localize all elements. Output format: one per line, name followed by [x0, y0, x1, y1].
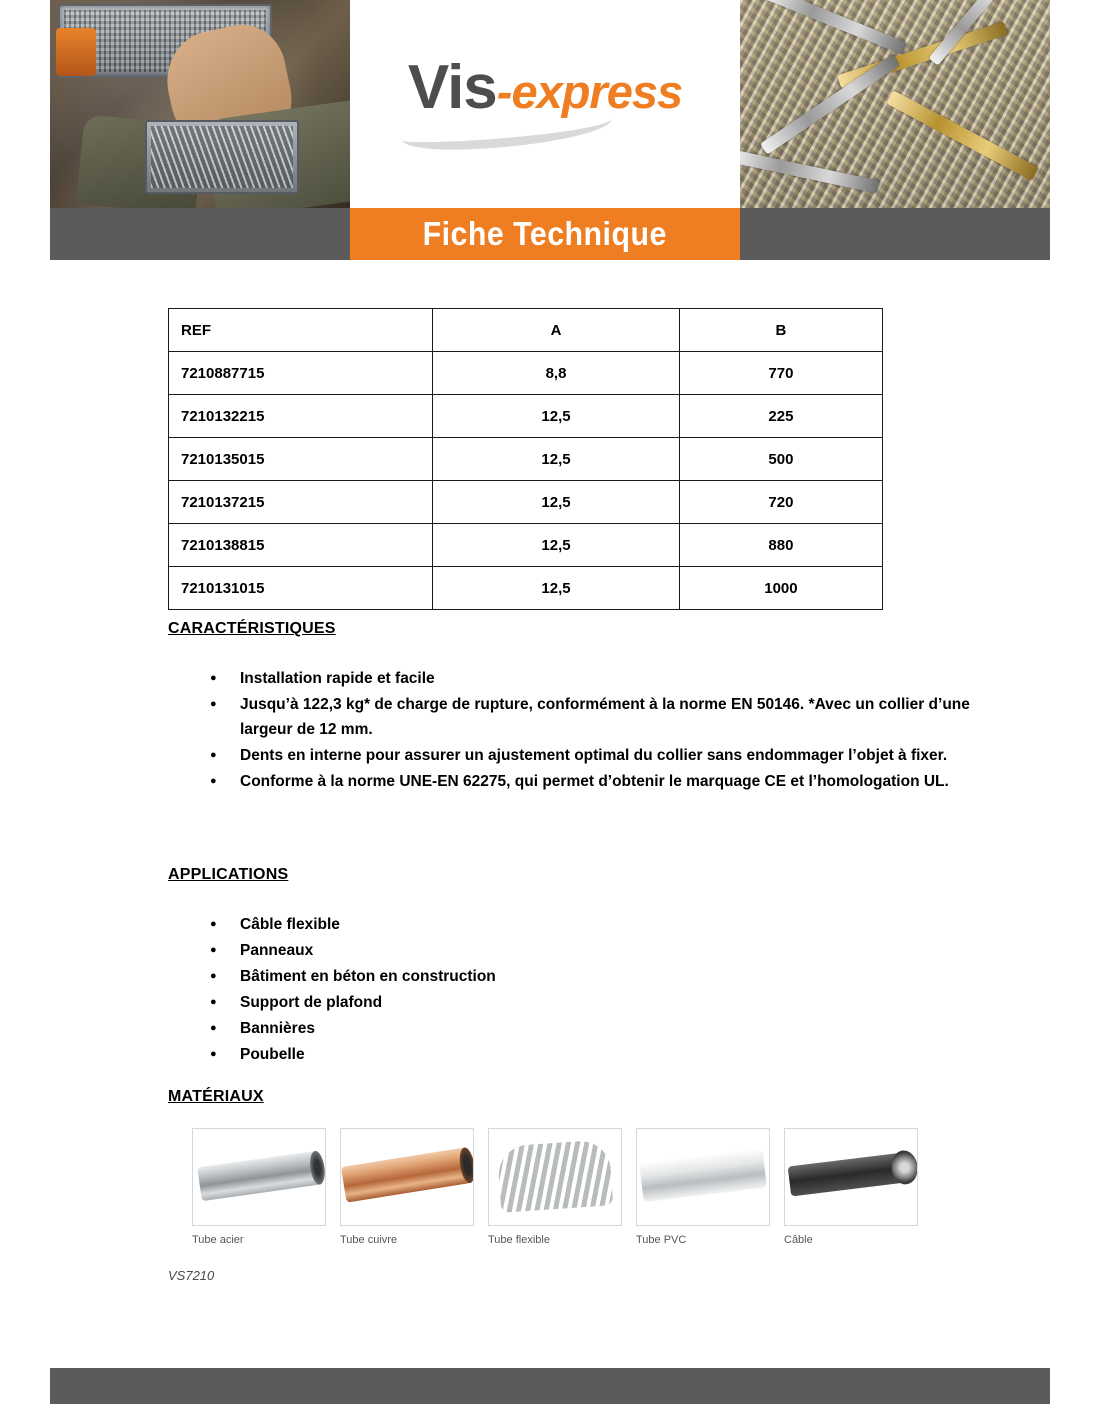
- document-code: VS7210: [168, 1268, 215, 1283]
- list-item: ● Bannières: [198, 1016, 998, 1041]
- title-bar-center: [350, 208, 740, 260]
- material-item-cable: [784, 1128, 916, 1246]
- specifications-table: [168, 308, 883, 610]
- section-title-materiaux: MATÉRIAUX: [168, 1088, 264, 1105]
- screw-icon: [740, 150, 880, 194]
- material-item-copper: [340, 1128, 472, 1246]
- table-row: [169, 524, 883, 567]
- table-header-row: [169, 309, 883, 352]
- cell-b: 500: [679, 438, 882, 481]
- section-title-applications: APPLICATIONS: [168, 866, 289, 883]
- pvc-tube-image: [636, 1128, 770, 1226]
- table-row: [169, 481, 883, 524]
- cell-a: 12,5: [433, 567, 680, 610]
- screw-icon: [760, 54, 900, 154]
- list-item: ● Conforme à la norme UNE-EN 62275, qui permet d’obtenir le marquage CE et l’homologation UL.: [198, 769, 998, 794]
- cell-b: 770: [679, 352, 882, 395]
- title-bar-left-fill: [50, 208, 350, 260]
- cell-ref: 7210135015: [169, 438, 433, 481]
- table-row: [169, 567, 883, 610]
- list-item: ● Dents en interne pour assurer un ajustement optimal du collier sans endommager l’objet à fixer.: [198, 743, 998, 768]
- cell-a: 12,5: [433, 438, 680, 481]
- logo-area: [350, 0, 740, 208]
- page-header: [50, 0, 1050, 208]
- list-item: ● Jusqu’à 122,3 kg* de charge de rupture, conformément à la norme EN 50146. *Avec un collier d’une largeur de 12 mm.: [198, 692, 998, 742]
- material-label: Tube flexible: [488, 1234, 550, 1246]
- cell-ref: 7210131015: [169, 567, 433, 610]
- screw-icon: [763, 0, 907, 55]
- cell-b: 225: [679, 395, 882, 438]
- section-title-caracteristiques: CARACTÉRISTIQUES: [168, 620, 336, 637]
- applications-list: [198, 912, 998, 1068]
- material-label: Tube cuivre: [340, 1234, 398, 1246]
- cell-a: 12,5: [433, 395, 680, 438]
- material-item-flexible: [488, 1128, 620, 1246]
- screws-photo: [740, 0, 1050, 208]
- cell-a: 12,5: [433, 524, 680, 567]
- sheet-content: [50, 0, 1050, 1422]
- caracteristiques-list: [198, 666, 998, 795]
- cell-b: 1000: [679, 567, 882, 610]
- cable-image: [784, 1128, 918, 1226]
- screw-icon: [886, 90, 1039, 181]
- cell-b: 880: [679, 524, 882, 567]
- page-title: Fiche Technique: [422, 215, 668, 252]
- workbench-photo: [50, 0, 350, 208]
- column-header-ref: REF: [169, 309, 433, 352]
- footer-bar: [50, 1368, 1050, 1404]
- material-label: Tube PVC: [636, 1234, 687, 1246]
- cell-ref: 7210887715: [169, 352, 433, 395]
- logo-secondary-text: -express: [496, 65, 683, 118]
- tape-measure-icon: [56, 28, 96, 76]
- material-label: Tube acier: [192, 1234, 244, 1246]
- list-item: ● Bâtiment en béton en construction: [198, 964, 998, 989]
- column-header-b: B: [679, 309, 882, 352]
- list-item: ● Support de plafond: [198, 990, 998, 1015]
- title-bar-right-fill: [740, 208, 1050, 260]
- list-item: ● Poubelle: [198, 1042, 998, 1067]
- cell-ref: 7210138815: [169, 524, 433, 567]
- material-item-pvc: [636, 1128, 768, 1246]
- list-item: ● Panneaux: [198, 938, 998, 963]
- cell-a: 12,5: [433, 481, 680, 524]
- cell-b: 720: [679, 481, 882, 524]
- material-item-steel: [192, 1128, 324, 1246]
- table-row: [169, 395, 883, 438]
- screw-tray-icon: [145, 120, 299, 194]
- column-header-a: A: [433, 309, 680, 352]
- cell-a: 8,8: [433, 352, 680, 395]
- left-margin: [0, 0, 50, 1422]
- table-row: [169, 352, 883, 395]
- flexible-conduit-image: [488, 1128, 622, 1226]
- right-margin: [1050, 0, 1100, 1422]
- table-row: [169, 438, 883, 481]
- list-item: ● Installation rapide et facile: [198, 666, 998, 691]
- material-label: Câble: [784, 1234, 813, 1246]
- copper-tube-image: [340, 1128, 474, 1226]
- cell-ref: 7210132215: [169, 395, 433, 438]
- steel-tube-image: [192, 1128, 326, 1226]
- list-item: ● Câble flexible: [198, 912, 998, 937]
- logo-primary-text: Vis: [407, 53, 497, 122]
- cell-ref: 7210137215: [169, 481, 433, 524]
- title-bar: [50, 208, 1050, 260]
